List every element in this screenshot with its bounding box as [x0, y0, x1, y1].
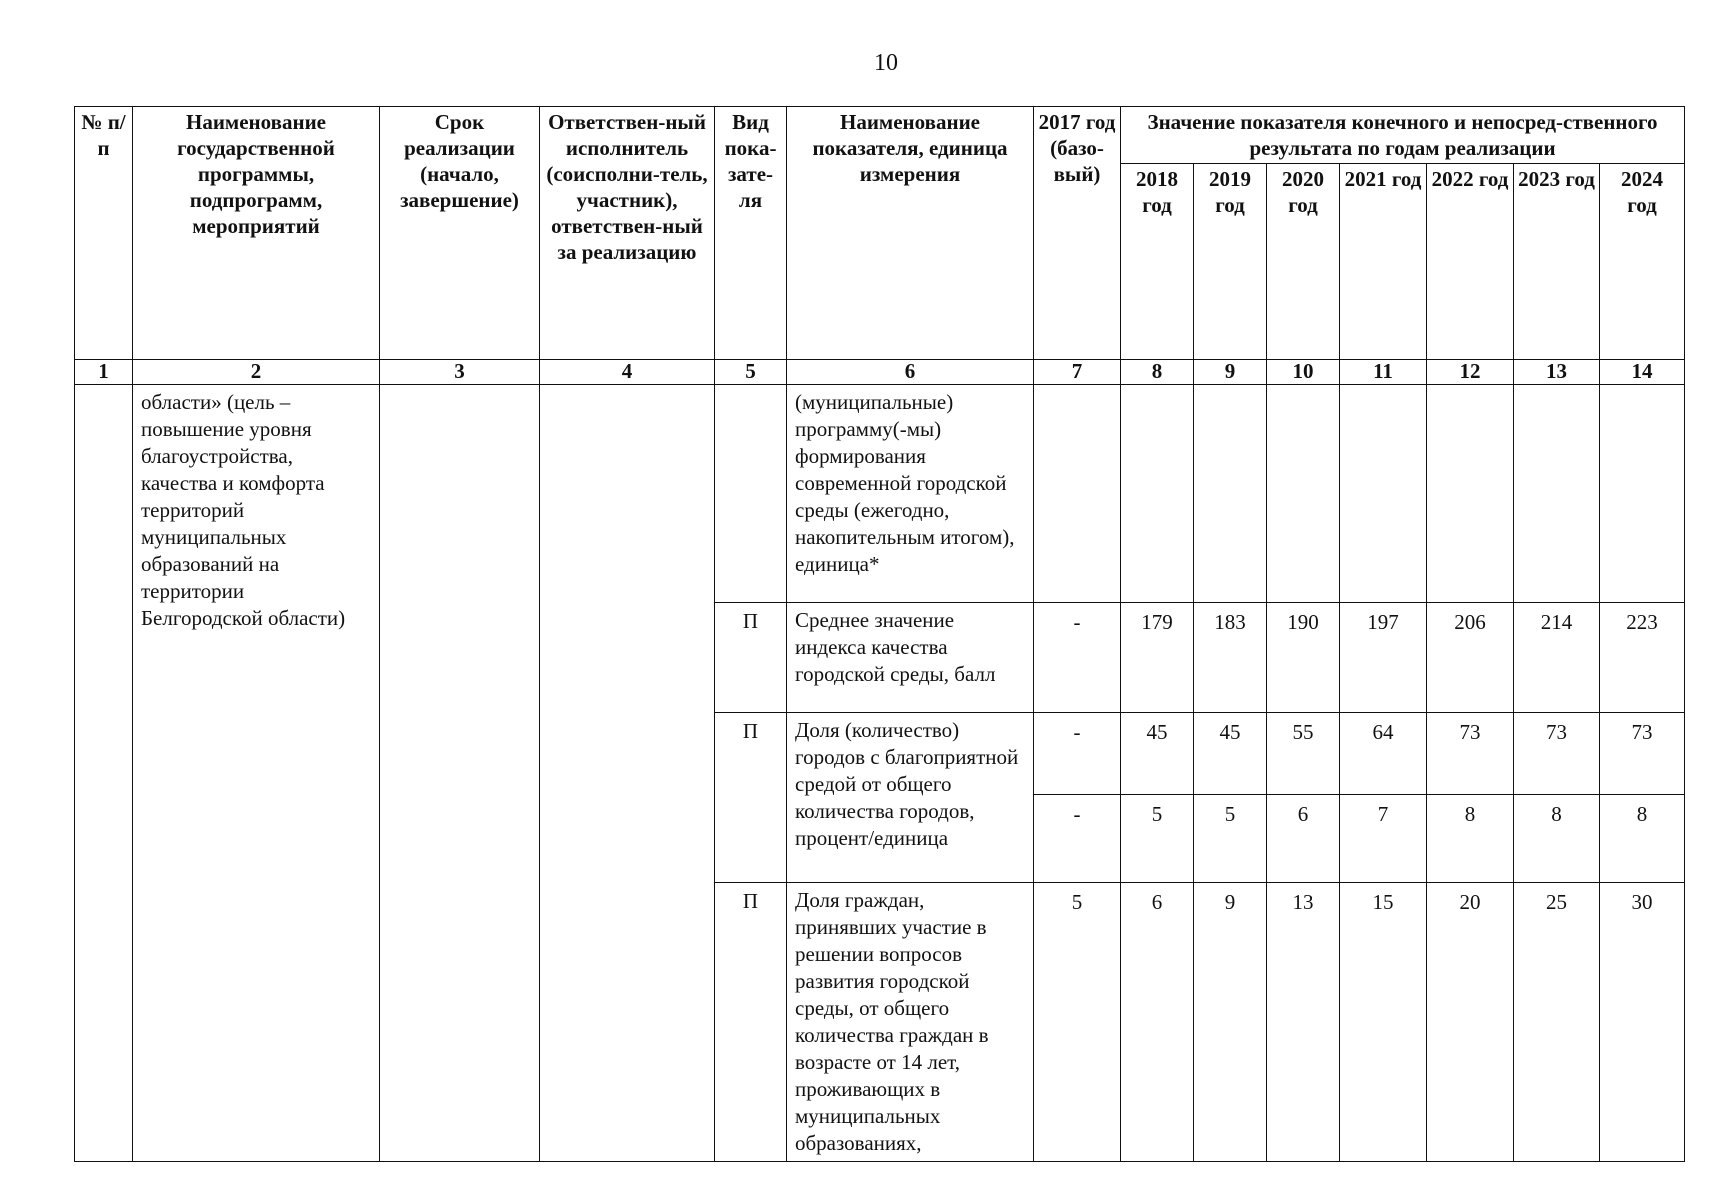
header-term: Срок реализации (начало, завершение): [380, 107, 540, 360]
header-year: 2020 год: [1267, 164, 1340, 360]
year-value: 206: [1427, 603, 1514, 713]
header-program: Наименование государственной программы, подпрограмм, мероприятий: [133, 107, 380, 360]
year-value: 73: [1514, 713, 1600, 795]
year-value: [1194, 385, 1267, 603]
year-value: 6: [1121, 883, 1194, 1162]
year-value: 20: [1427, 883, 1514, 1162]
year-value: [1427, 385, 1514, 603]
header-year: 2023 год: [1514, 164, 1600, 360]
header-year: 2021 год: [1340, 164, 1427, 360]
column-number: 13: [1514, 360, 1600, 385]
header-num: № п/п: [75, 107, 133, 360]
base-value: -: [1034, 603, 1121, 713]
year-value: 5: [1194, 795, 1267, 883]
header-year: 2019 год: [1194, 164, 1267, 360]
indicator-name: (муниципальные) программу(-мы) формирования современной городской среды (ежегодно, накопительным итогом), единица*: [787, 385, 1034, 603]
column-number: 1: [75, 360, 133, 385]
indicators-table: [74, 106, 1685, 1162]
column-number: 7: [1034, 360, 1121, 385]
base-value: -: [1034, 795, 1121, 883]
base-value: 5: [1034, 883, 1121, 1162]
column-number: 2: [133, 360, 380, 385]
column-number: 6: [787, 360, 1034, 385]
year-value: 13: [1267, 883, 1340, 1162]
year-value: 8: [1600, 795, 1685, 883]
column-number: 12: [1427, 360, 1514, 385]
year-value: [1340, 385, 1427, 603]
year-value: 64: [1340, 713, 1427, 795]
header-year-group: Значение показателя конечного и непосред-ственного результата по годам реализации: [1121, 107, 1685, 164]
base-value: [1034, 385, 1121, 603]
year-value: 5: [1121, 795, 1194, 883]
year-value: 73: [1427, 713, 1514, 795]
indicator-kind: [715, 385, 787, 603]
header-row-1: [75, 107, 1685, 164]
year-value: 45: [1121, 713, 1194, 795]
header-responsible: Ответствен-ный исполнитель (соисполни-тель, участник), ответствен-ный за реализацию: [540, 107, 715, 360]
program-name-cell: области» (цель – повышение уровня благоустройства, качества и комфорта территорий муниципальных образований на территории Белгородской области): [133, 385, 380, 1162]
indicator-kind: П: [715, 883, 787, 1162]
base-value: -: [1034, 713, 1121, 795]
term-cell: [380, 385, 540, 1162]
year-value: 73: [1600, 713, 1685, 795]
year-value: 190: [1267, 603, 1340, 713]
year-value: 8: [1427, 795, 1514, 883]
indicator-name: Доля (количество) городов с благоприятной средой от общего количества городов, процент/единица: [787, 713, 1034, 883]
header-year: 2022 год: [1427, 164, 1514, 360]
column-number: 8: [1121, 360, 1194, 385]
year-value: 183: [1194, 603, 1267, 713]
column-number: 11: [1340, 360, 1427, 385]
year-value: 8: [1514, 795, 1600, 883]
column-number: 5: [715, 360, 787, 385]
indicator-kind: П: [715, 713, 787, 883]
header-year: 2018 год: [1121, 164, 1194, 360]
indicator-name: Доля граждан, принявших участие в решении вопросов развития городской среды, от общего количества граждан в возрасте от 14 лет, проживающих в муниципальных образованиях,: [787, 883, 1034, 1162]
indicator-kind: П: [715, 603, 787, 713]
year-value: 7: [1340, 795, 1427, 883]
column-number-row: [75, 360, 1685, 385]
table-row: [75, 385, 1685, 603]
year-value: 55: [1267, 713, 1340, 795]
column-number: 14: [1600, 360, 1685, 385]
year-value: 197: [1340, 603, 1427, 713]
column-number: 4: [540, 360, 715, 385]
year-value: [1600, 385, 1685, 603]
year-value: 214: [1514, 603, 1600, 713]
header-kind: Вид пока-зате-ля: [715, 107, 787, 360]
year-value: 9: [1194, 883, 1267, 1162]
column-number: 9: [1194, 360, 1267, 385]
year-value: 6: [1267, 795, 1340, 883]
year-value: 15: [1340, 883, 1427, 1162]
row-number-cell: [75, 385, 133, 1162]
year-value: 30: [1600, 883, 1685, 1162]
page-number: 10: [874, 50, 898, 76]
indicator-name: Среднее значение индекса качества городской среды, балл: [787, 603, 1034, 713]
year-value: 45: [1194, 713, 1267, 795]
column-number: 3: [380, 360, 540, 385]
header-base-year: 2017 год (базо-вый): [1034, 107, 1121, 360]
year-value: [1267, 385, 1340, 603]
header-year: 2024 год: [1600, 164, 1685, 360]
responsible-cell: [540, 385, 715, 1162]
year-value: [1514, 385, 1600, 603]
year-value: 223: [1600, 603, 1685, 713]
year-value: 179: [1121, 603, 1194, 713]
header-indicator: Наименование показателя, единица измерения: [787, 107, 1034, 360]
year-value: [1121, 385, 1194, 603]
column-number: 10: [1267, 360, 1340, 385]
year-value: 25: [1514, 883, 1600, 1162]
